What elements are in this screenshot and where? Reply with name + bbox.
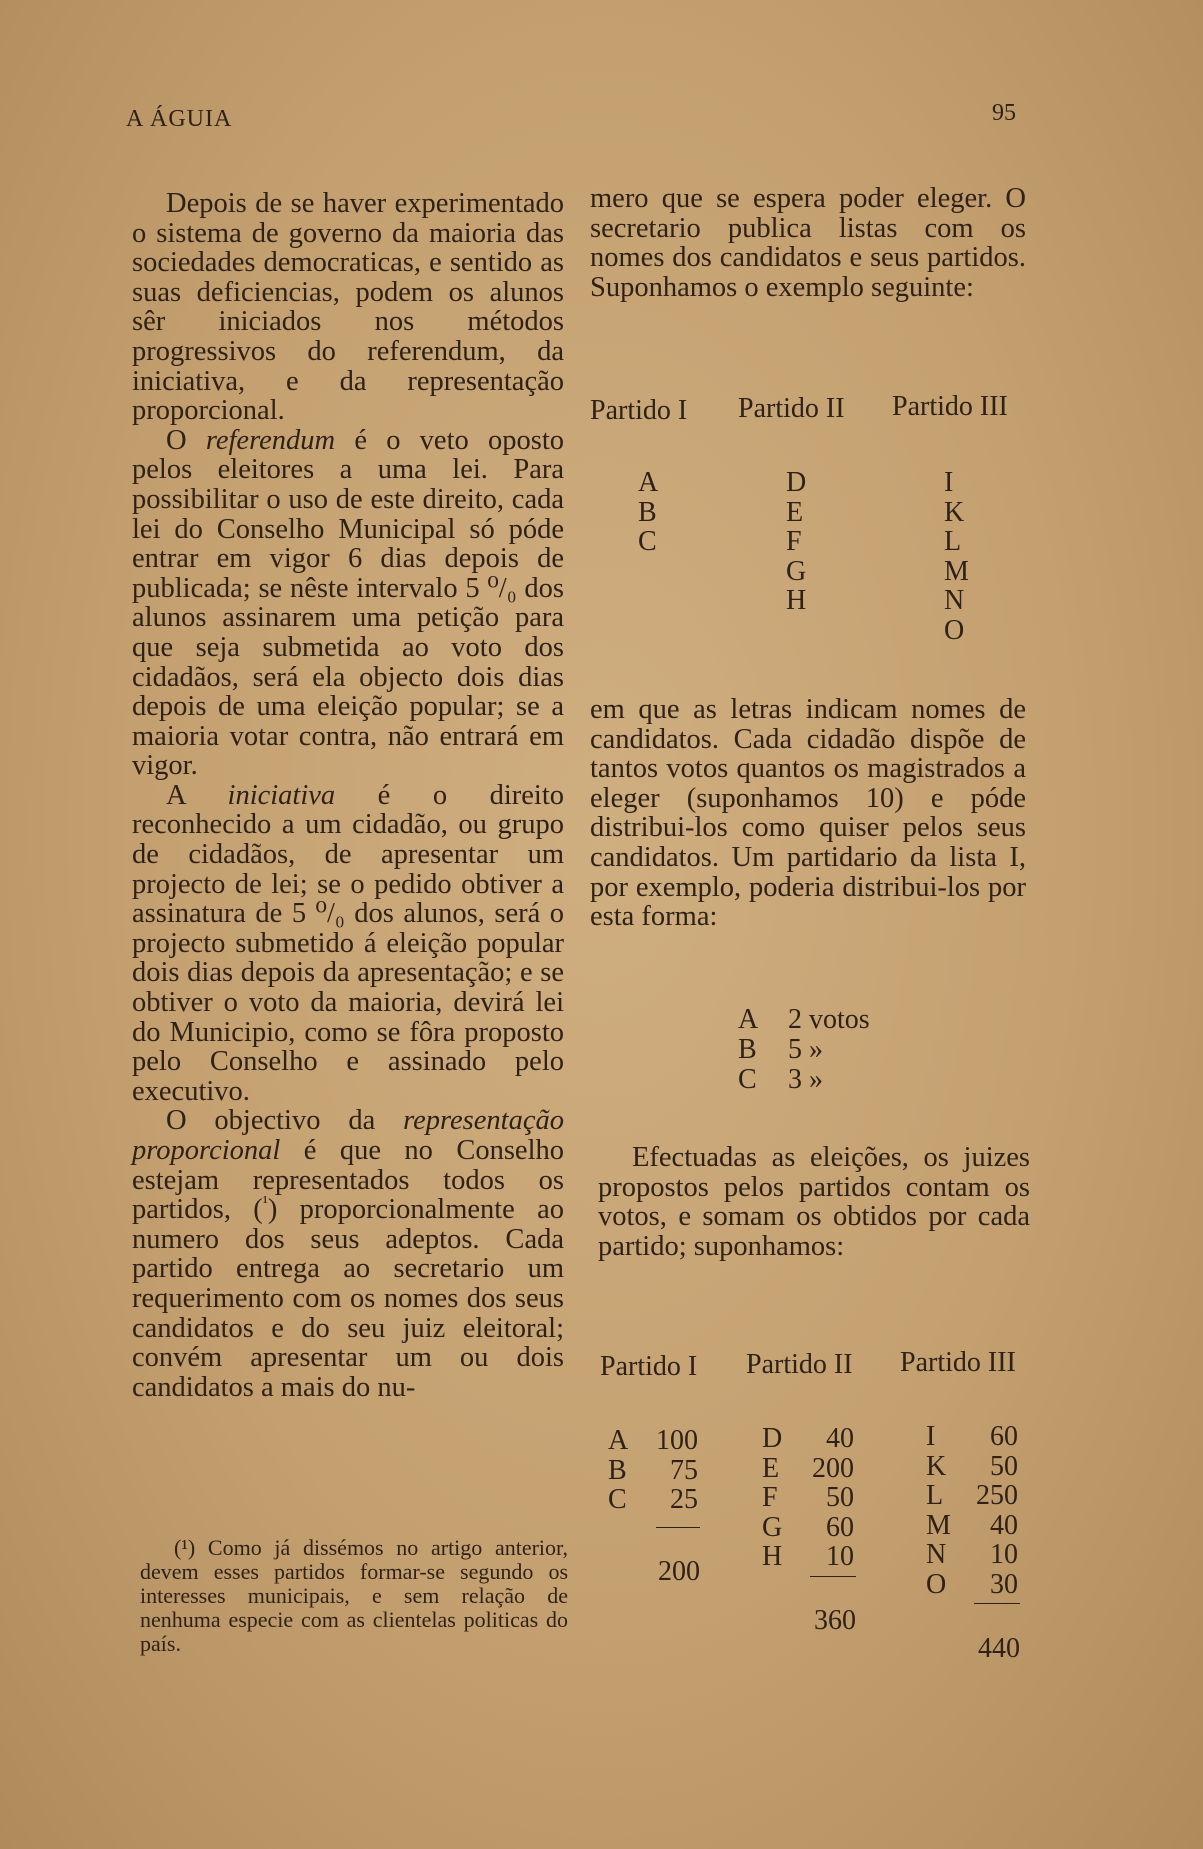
candidate: M	[944, 555, 969, 587]
term-referendum: referendum	[205, 424, 336, 456]
votes-row: B 5 »	[738, 1034, 823, 1065]
results-party3	[926, 1422, 1036, 1663]
candidate: K	[944, 496, 965, 528]
candidates-party1	[638, 468, 658, 557]
votes-row: A 2 votos	[738, 1004, 870, 1035]
paragraph-referendum: O referendum é o veto oposto pelos eleitores a uma lei. Para possibilitar o uso de este direito, cada lei do Conselho Municipal só póde entrar em vigor 6 dias depois de publicada; se nêste intervalo 5 ⁰/₀ dos alunos assinarem uma petição para que seja submetida ao voto dos cidadãos, será ela objecto dois dias depois de uma eleição popular; se a maioria votar contra, não entrará em vigor.	[132, 424, 564, 782]
paragraph-iniciativa: A iniciativa é o direito reconhecido a um cidadão, ou grupo de cidadãos, de apresentar um projecto de lei; se o pedido obtiver a assinatura de 5 ⁰/₀ dos alunos, será o projecto submetido á eleição popular dois dias depois da apresentação; e se obtiver o voto da maioria, devirá lei do Municipio, como se fôra proposto pelo Conselho e assinado pelo executivo.	[132, 779, 565, 1107]
candidates-party2	[786, 468, 806, 616]
candidate: L	[944, 526, 962, 557]
results-header-3: Partido III	[900, 1347, 1016, 1378]
result-row: C 25	[608, 1484, 698, 1515]
result-row: H 10	[762, 1541, 854, 1572]
result-row: D 40	[762, 1423, 854, 1454]
result-row: N 10	[926, 1539, 1018, 1570]
result-row: I 60	[926, 1421, 1018, 1452]
result-row: G 60	[762, 1511, 854, 1543]
result-row: F 50	[762, 1482, 854, 1513]
candidate: A	[638, 467, 659, 498]
result-row: O 30	[926, 1568, 1018, 1600]
candidate: D	[786, 467, 807, 498]
paragraph-intro: Depois de se haver experimentado o sistema de governo da maioria das sociedades democraticas, e sentido as suas deficiencias, podem os alunos sêr iniciados nos métodos progressivos do referendum, da iniciativa, e da representação proporcional.	[132, 188, 564, 427]
candidate: C	[638, 526, 657, 557]
footnote-marker: (¹)	[174, 1535, 196, 1560]
result-row: K 50	[926, 1450, 1018, 1482]
result-row: A 100	[608, 1425, 698, 1456]
result-row: L 250	[926, 1480, 1018, 1511]
results-header-2: Partido II	[746, 1349, 853, 1380]
right-paragraph-1: mero que se espera poder eleger. O secretario publica listas com os nomes dos candidatos e seus partidos. Suponhamos o exemplo seguinte:	[590, 183, 1026, 303]
result-row: M 40	[926, 1509, 1018, 1541]
candidates-party3	[944, 468, 969, 645]
results-party2	[762, 1424, 872, 1636]
footnote: (¹) Como já dissémos no artigo anterior, devem esses partidos formar-se segundo os interesses municipais, e sem relação de nenhuma especie com as clientelas politicas do país.	[140, 1535, 568, 1656]
votes-example	[738, 1005, 938, 1095]
results-party1	[608, 1426, 704, 1587]
candidate: I	[944, 467, 954, 498]
results-header-1: Partido I	[600, 1351, 698, 1382]
right-paragraph-2: em que as letras indicam nomes de candidatos. Cada cidadão dispõe de tantos votos quantos os magistrados a eleger (suponhamos 10) e póde distribui-los como quiser pelos seus candidatos. Um partidario da lista I, por exemplo, poderia distribui-los por esta forma:	[590, 694, 1026, 933]
result-total: 360	[814, 1605, 856, 1636]
candidates-table	[590, 391, 1030, 656]
votes-row: C 3 »	[738, 1064, 823, 1095]
result-total: 200	[658, 1556, 700, 1587]
candidate: N	[944, 585, 965, 616]
page-number: 95	[992, 100, 1016, 126]
result-row: E 200	[762, 1452, 854, 1484]
candidates-header-2: Partido II	[738, 393, 845, 424]
results-table	[600, 1347, 1040, 1664]
candidates-header-1: Partido I	[590, 395, 688, 426]
candidate: F	[786, 526, 802, 557]
term-iniciativa: iniciativa	[227, 779, 336, 811]
term-representacao: representação proporcional	[132, 1105, 564, 1166]
left-column	[132, 189, 564, 1402]
candidate: O	[944, 614, 965, 646]
candidate: H	[786, 585, 807, 616]
candidate: E	[786, 496, 804, 528]
footnote-ref: ¹	[262, 1192, 268, 1212]
candidate: B	[638, 496, 657, 528]
candidates-header-3: Partido III	[892, 391, 1008, 422]
result-row: B 75	[608, 1454, 698, 1486]
candidate: G	[786, 555, 807, 587]
running-header-title: A ÁGUIA	[126, 106, 233, 132]
result-total: 440	[978, 1632, 1020, 1664]
right-paragraph-3: Efectuadas as eleições, os juizes propostos pelos partidos contam os votos, e somam os obtidos por cada partido; suponhamos:	[598, 1142, 1030, 1262]
paragraph-representacao: O objectivo da representação proporcional é que no Conselho estejam representados todos os partidos, ($^{^1}$) proporcionalmente ao numero dos seus adeptos. Cada partido entrega ao secretario um requerimento com os nomes dos seus candidatos e do seu juiz eleitoral; convém apresentar um ou dois candidatos a mais do nu-	[132, 1105, 564, 1403]
